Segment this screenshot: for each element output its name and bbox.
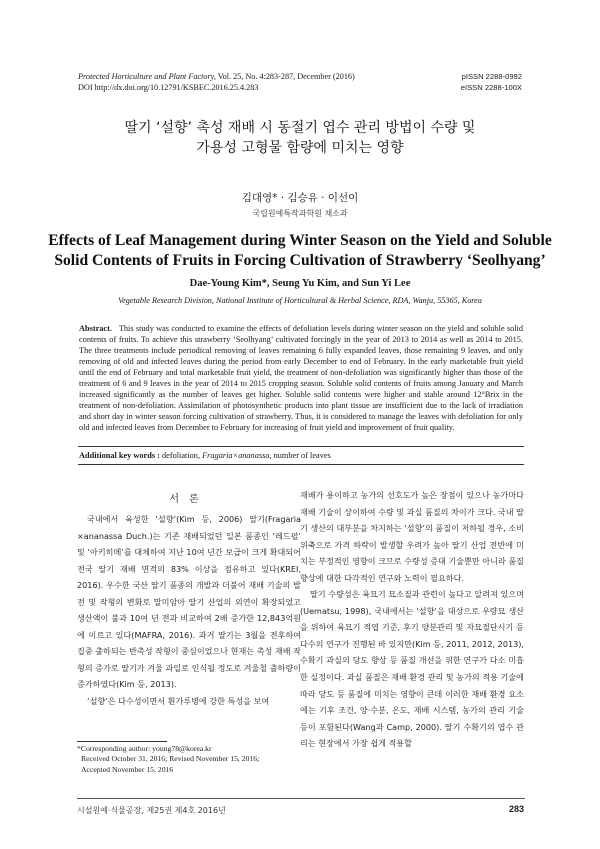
footer-journal: 시설원예·식물공장, 제25권 제4호 2016년 [77, 806, 226, 815]
page-number: 283 [508, 804, 524, 814]
body-paragraph: 국내에서 육성한 ‘설향’(Kim 등, 2006) 딸기(Fragaria ×ananassa Duch.)는 기존 재배되었던 일본 품종인 ‘레드펄’ 및 ‘아키히메’를 대체하여 지난 10여 년간 보급이 크게 확대되어 전국 딸기 재배 면적의 83% 이상을 점유하고 있다(KREI, 2016). 우수한 국산 딸기 품종의 개발과 더불어 재배 기술의 발전 및 작형의 변화로 말미암아 딸기 산업의 외연이 확장되었고 생산액이 불과 10여 년 전과 비교하여 2배 증가한 12,843억원에 이르고 있다(MAFRA, 2016). 과거 딸기는 3월을 전후하여 집중 출하되는 반촉성 작형이 중심이었으나 현재는 촉성 재배 작형의 증가로 딸기가 겨울 과일로 인식될 정도로 겨울철 출하량이 증가하였다(Kim 등, 2013). [77, 514, 301, 690]
body-column-left [77, 511, 301, 710]
english-title-line-2: Solid Contents of Fruits in Forcing Cultivation of Strawberry ‘Seolhyang’ [54, 252, 546, 269]
body-paragraph: ‘설향’은 다수성이면서 흰가루병에 강한 특성을 보여 [87, 696, 270, 707]
section-heading-introduction: 서론 [169, 494, 209, 505]
pissn: pISSN 2288-0992 [461, 72, 522, 81]
doi-link[interactable]: DOI http://dx.doi.org/10.12791/KSBEC.2016.25.4.283 [78, 83, 259, 92]
journal-name: Protected Horticulture and Plant Factory, [78, 72, 216, 81]
key-word-species: Fragaria×ananassa, [202, 451, 272, 460]
abstract-text: This study was conducted to examine the effects of defoliation levels during winter season on the yield and soluble solid contents of fruits. To achieve this strawberry ‘Seolhyang’ cultivated forcingly in the year of 2013 to 2014 as well as 2014 to 2015. The three treatments include periodical removing of leaves remaining 6 fully expanded leaves, those remaining 9 leaves, and only removing of old and infected leaves during the period from early December to end of February. In the early marketable fruit yield until the end of February and total marketable fruit yield, the treatment of non-defoliation was significantly higher than those of the treatment of 6 and 9 leaves in the year of 2014 to 2015 cropping season. Soluble solid contents of fruits among January and March increased significantly as the number of leaves get higher. Soluble solid contents were higher and stable around 12°Brix in the treatment of non-defoliation. Assimilation of photosynthetic products into plant tissue are insufficient due to the lack of irradiation and short day in winter season forcing cultivation of strawberry. Thus, it is considered to manage the leaves with defoliation for only old and infected leaves from December to February for increasing of fruit yield and improvement of fruit quality. [79, 324, 523, 432]
eissn: eISSN 2288-100X [460, 83, 522, 92]
journal-citation [78, 72, 355, 82]
corresponding-author: *Corresponding author: young78@korea.kr [77, 744, 212, 753]
key-words-label: Additional key words : [79, 451, 160, 460]
abstract-label: Abstract. [79, 324, 112, 333]
footnote-rule [77, 741, 167, 742]
korean-affiliation: 국립원예특작과학원 채소과 [252, 209, 348, 218]
key-word-defoliation: defoliation, [159, 451, 203, 460]
body-paragraph: 재배가 용이하고 농가의 선호도가 높은 장점이 있으나 농가마다 재배 기술이 상이하여 수량 및 과실 품질의 차이가 크다. 국내 딸기 생산의 대부분을 차지하는 ‘설향’의 품질이 저하될 경우, 소비 위축으로 가격 하락이 발생할 우려가 높아 딸기 산업 전반에 미치는 부정적인 영향이 크므로 수량성 증대 기술뿐만 아니라 품질 향상에 대한 다각적인 연구와 노력이 필요하다. [300, 490, 524, 583]
body-column-right [300, 487, 524, 752]
accepted-date: Accepted November 15, 2016 [81, 764, 174, 774]
journal-volume: Vol. 25, No. 4:283-287, December (2016) [215, 72, 355, 81]
key-word-leaves: number of leaves [271, 451, 331, 460]
footer-rule [77, 798, 525, 799]
english-affiliation: Vegetable Research Division, National Institute of Horticultural & Herbal Science, RDA, Wanju, 55365, Korea [118, 296, 482, 305]
footnotes [77, 744, 307, 775]
received-date: Received October 31, 2016; Revised November 15, 2016; [81, 754, 260, 764]
english-authors: Dae-Young Kim*, Seung Yu Kim, and Sun Yi Lee [189, 278, 411, 289]
key-words [79, 451, 523, 460]
abstract-rule-bottom [78, 464, 524, 465]
korean-title-line-1: 딸기 ‘설향’ 촉성 재배 시 동절기 엽수 관리 방법이 수량 및 [124, 120, 476, 136]
english-title-line-1: Effects of Leaf Management during Winter Season on the Yield and Soluble [48, 232, 552, 249]
korean-authors: 김대영* · 김승유 · 이선이 [241, 192, 359, 204]
abstract [79, 324, 523, 434]
body-paragraph: 딸기 수량성은 육묘기 묘소질과 관련이 높다고 알려져 있으며(Uematsu, 1998), 국내에서는 ‘설향’을 대상으로 우량묘 생산을 위하여 육묘기 적엽 기준, 후기 양분관리 및 자묘절단시기 등 다수의 연구가 진행된 바 있지만(Kim 등, 2011, 2012, 2013), 수확기 과실의 당도 향상 등 품질 개선을 위한 연구가 다소 미흡한 실정이다. 과실 품질은 재배 환경 관리 및 농가의 적용 기술에 따라 당도 등 품질에 미치는 영향이 큰데 이러한 재배 환경 요소에는 기후 조건, 양·수분, 온도, 재배 시스템, 농가의 관리 기술 등이 포함된다(Wang과 Camp, 2000). 딸기 수확기의 엽수 관리는 현장에서 가장 쉽게 적용할 [300, 589, 524, 749]
abstract-rule-top [78, 446, 524, 447]
korean-title-line-2: 가용성 고형물 함량에 미치는 영향 [196, 140, 404, 156]
